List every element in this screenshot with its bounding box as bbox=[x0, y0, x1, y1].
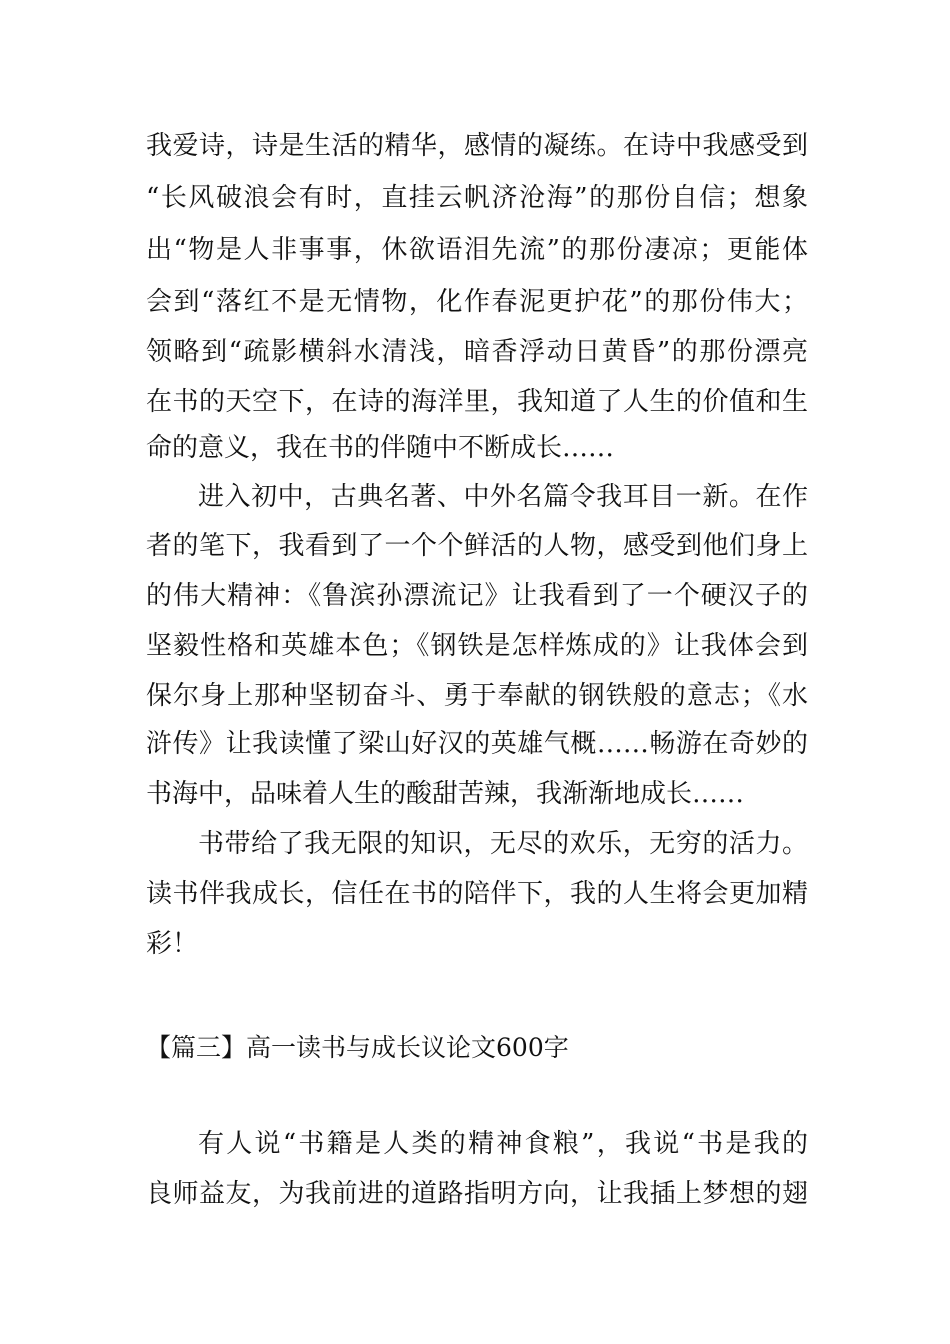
paragraph-line: 彩！ bbox=[146, 929, 199, 959]
paragraph-line: 浒传》让我读懂了梁山好汉的英雄气概……畅游在奇妙的 bbox=[146, 729, 808, 759]
paragraph-line: 者的笔下，我看到了一个个鲜活的人物，感受到他们身上 bbox=[146, 531, 808, 561]
paragraph-line: 领略到“疏影横斜水清浅，暗香浮动日黄昏”的那份漂亮 bbox=[146, 337, 808, 367]
paragraph-line: 命的意义，我在书的伴随中不断成长…… bbox=[146, 433, 615, 463]
paragraph-line: 出“物是人非事事，休欲语泪先流”的那份凄凉；更能体 bbox=[146, 235, 808, 265]
paragraph-line: 我爱诗，诗是生活的精华，感情的凝练。在诗中我感受到 bbox=[146, 131, 808, 161]
paragraph-line: 的伟大精神：《鲁滨孙漂流记》让我看到了一个硬汉子的 bbox=[146, 581, 808, 611]
paragraph-line-indent: 进入初中，古典名著、中外名篇令我耳目一新。在作 bbox=[198, 482, 808, 512]
paragraph-line: 良师益友，为我前进的道路指明方向，让我插上梦想的翅 bbox=[146, 1179, 808, 1209]
paragraph-line: 保尔身上那种坚韧奋斗、勇于奉献的钢铁般的意志；《水 bbox=[146, 681, 808, 711]
paragraph-line-indent: 有人说“书籍是人类的精神食粮”，我说“书是我的 bbox=[198, 1129, 808, 1159]
paragraph-line: 在书的天空下，在诗的海洋里，我知道了人生的价值和生 bbox=[146, 387, 808, 417]
paragraph-line: 会到“落红不是无情物，化作春泥更护花”的那份伟大； bbox=[146, 287, 808, 317]
paragraph-line: 坚毅性格和英雄本色；《钢铁是怎样炼成的》让我体会到 bbox=[146, 631, 808, 661]
section-heading: 【篇三】高一读书与成长议论文600字 bbox=[146, 1033, 569, 1062]
paragraph-line-indent: 书带给了我无限的知识，无尽的欢乐，无穷的活力。 bbox=[198, 829, 808, 859]
paragraph-line: 书海中，品味着人生的酸甜苦辣，我渐渐地成长…… bbox=[146, 779, 745, 809]
paragraph-line: 读书伴我成长，信任在书的陪伴下，我的人生将会更加精 bbox=[146, 879, 808, 909]
paragraph-line: “长风破浪会有时，直挂云帆济沧海”的那份自信；想象 bbox=[146, 183, 808, 213]
